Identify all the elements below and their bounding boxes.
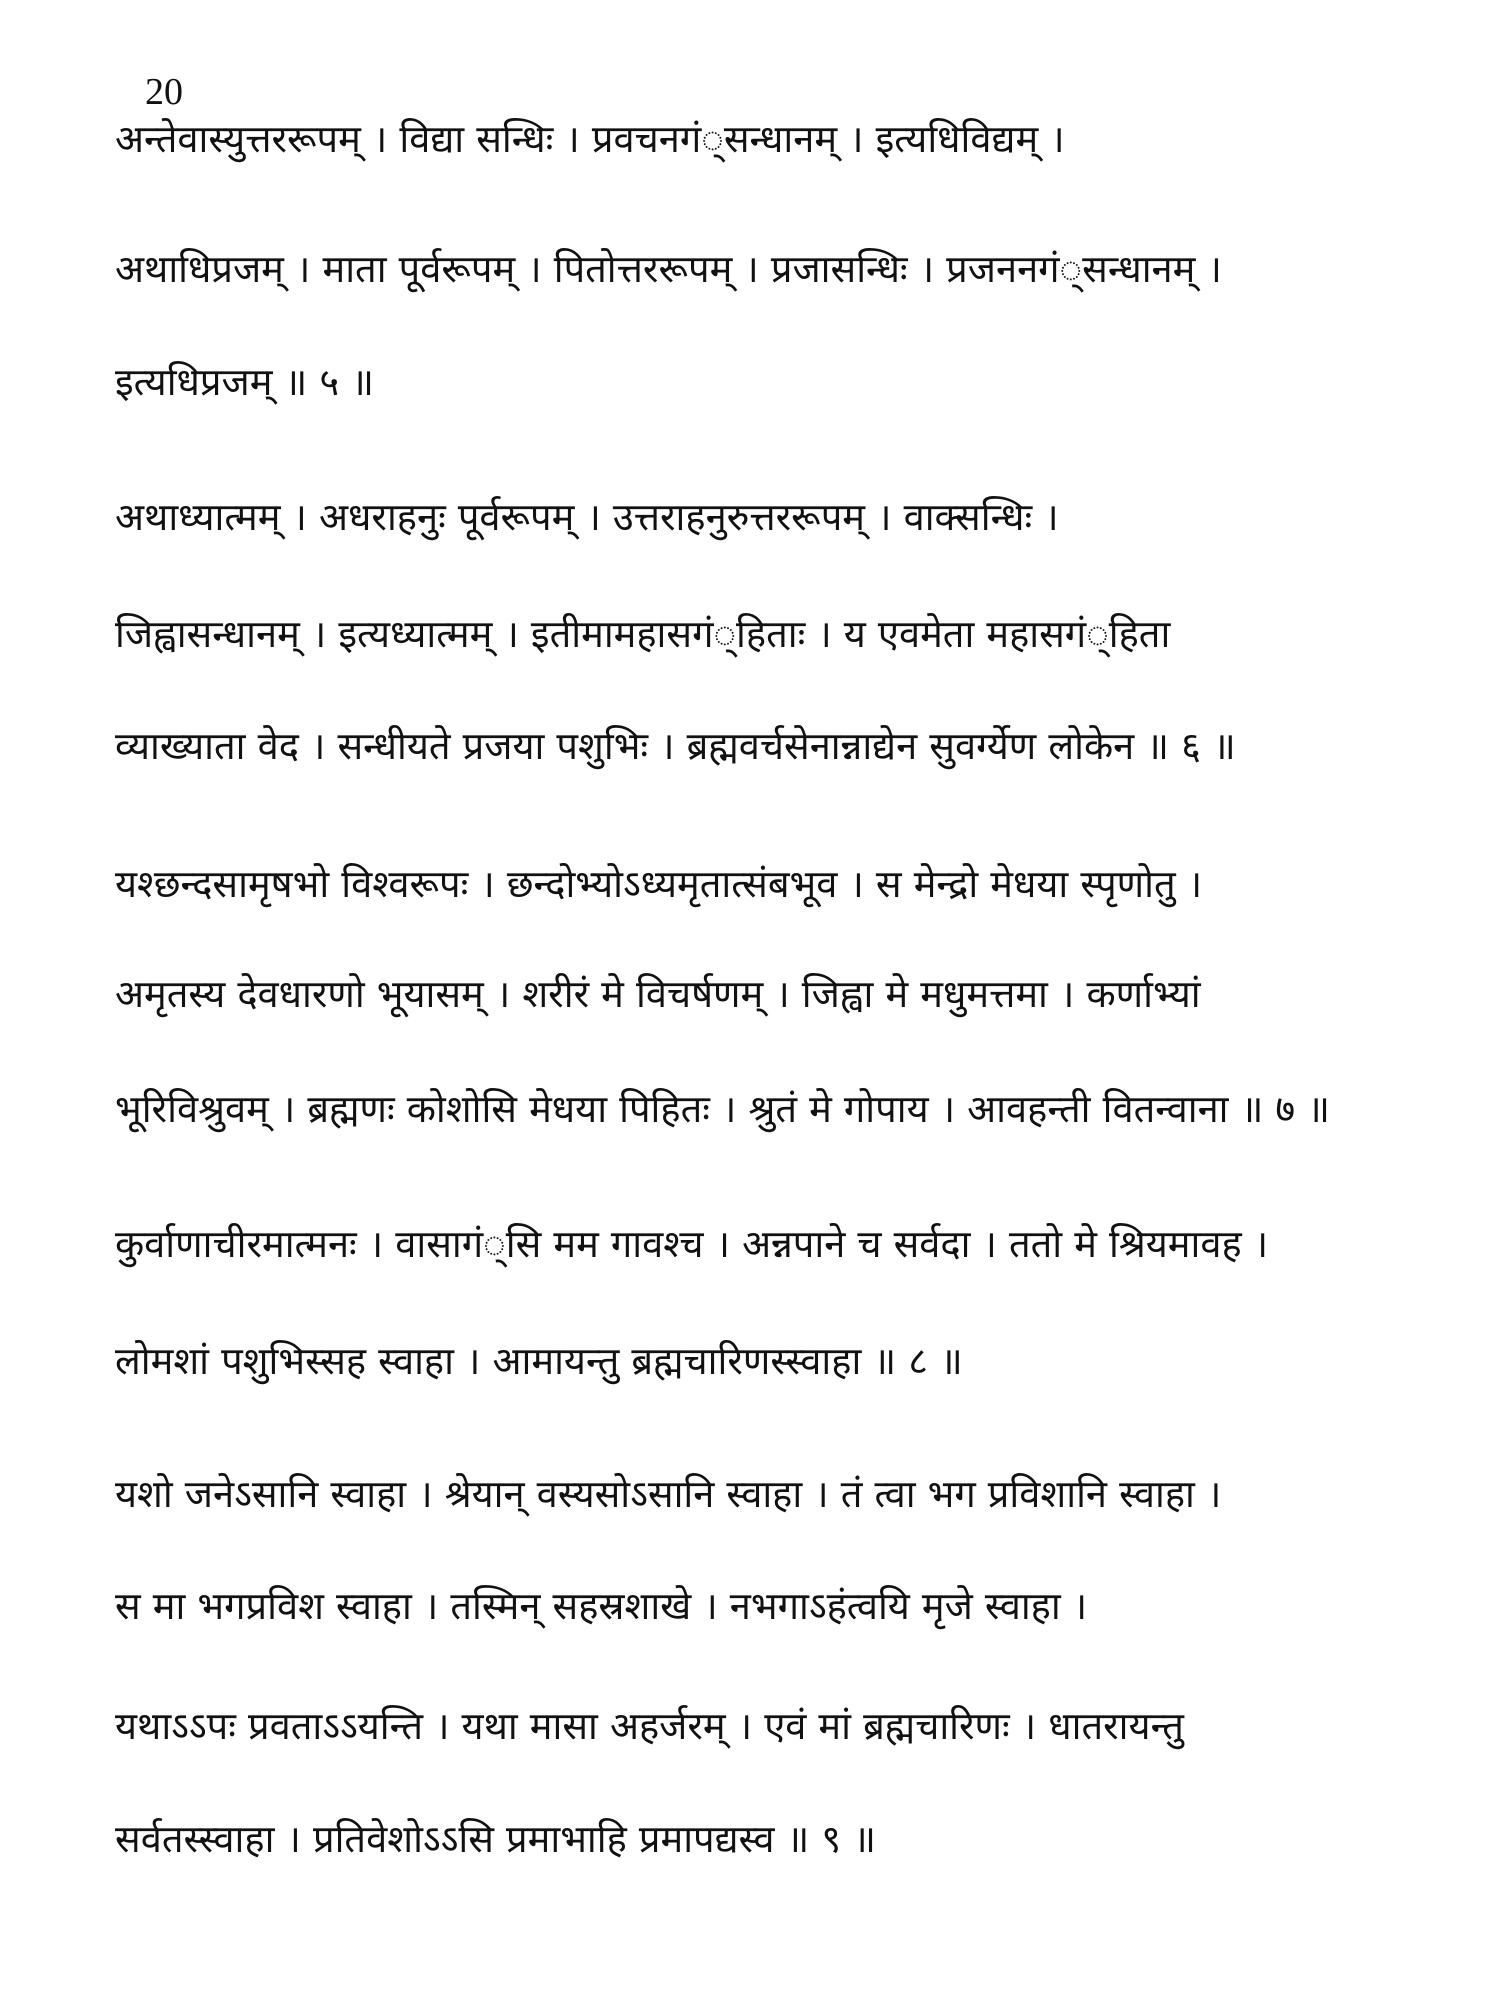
text-line: इत्यधिप्रजम् ॥ ५ ॥ — [115, 360, 374, 404]
text-line: भूरिविश्रुवम् । ब्रह्मणः कोशोसि मेधया पिहितः । श्रुतं मे गोपाय । आवहन्ती वितन्वाना ॥ ७ ॥ — [115, 1087, 1331, 1131]
text-line: व्याख्याता वेद । सन्धीयते प्रजया पशुभिः । ब्रह्मवर्चसेनान्नाद्येन सुवर्ग्येण लोकेन ॥ ६ ॥ — [115, 724, 1236, 768]
text-line: यशो जनेऽसानि स्वाहा । श्रेयान् वस्यसोऽसानि स्वाहा । तं त्वा भग प्रविशानि स्वाहा । — [115, 1472, 1222, 1516]
text-line: अन्तेवास्युत्तररूपम् । विद्या सन्धिः । प्रवचनगं्सन्धानम् । इत्यधिविद्यम् । — [115, 117, 1065, 161]
page-number: 20 — [145, 71, 183, 113]
text-line: जिह्वासन्धानम् । इत्यध्यात्मम् । इतीमामहासगं्हिताः । य एवमेता महासगं्हिता — [115, 612, 1171, 656]
text-line: लोमशां पशुभिस्सह स्वाहा । आमायन्तु ब्रह्मचारिणस्स्वाहा ॥ ८ ॥ — [115, 1339, 963, 1383]
text-line: अथाधिप्रजम् । माता पूर्वरूपम् । पितोत्तररूपम् । प्रजासन्धिः । प्रजननगं्सन्धानम् । — [115, 247, 1222, 291]
text-line: यथाऽऽपः प्रवताऽऽयन्ति । यथा मासा अहर्जरम् । एवं मां ब्रह्मचारिणः । धातरायन्तु — [115, 1704, 1184, 1748]
text-line: स मा भगप्रविश स्वाहा । तस्मिन् सहस्रशाखे । नभगाऽहंत्वयि मृजे स्वाहा । — [115, 1584, 1088, 1628]
text-line: कुर्वाणाचीरमात्मनः । वासागं्सि मम गावश्च । अन्नपाने च सर्वदा । ततो मे श्रियमावह । — [115, 1222, 1269, 1266]
text-line: यश्छन्दसामृषभो विश्वरूपः । छन्दोभ्योऽध्यमृतात्संबभूव । स मेन्द्रो मेधया स्पृणोतु । — [115, 862, 1203, 906]
text-line: सर्वतस्स्वाहा । प्रतिवेशोऽऽसि प्रमाभाहि प्रमापद्यस्व ॥ ९ ॥ — [115, 1817, 876, 1861]
text-line: अमृतस्य देवधारणो भूयासम् । शरीरं मे विचर्षणम् । जिह्वा मे मधुमत्तमा । कर्णाभ्यां — [115, 972, 1201, 1016]
text-line: अथाध्यात्मम् । अधराहनुः पूर्वरूपम् । उत्तराहनुरुत्तररूपम् । वाक्सन्धिः । — [115, 495, 1059, 539]
